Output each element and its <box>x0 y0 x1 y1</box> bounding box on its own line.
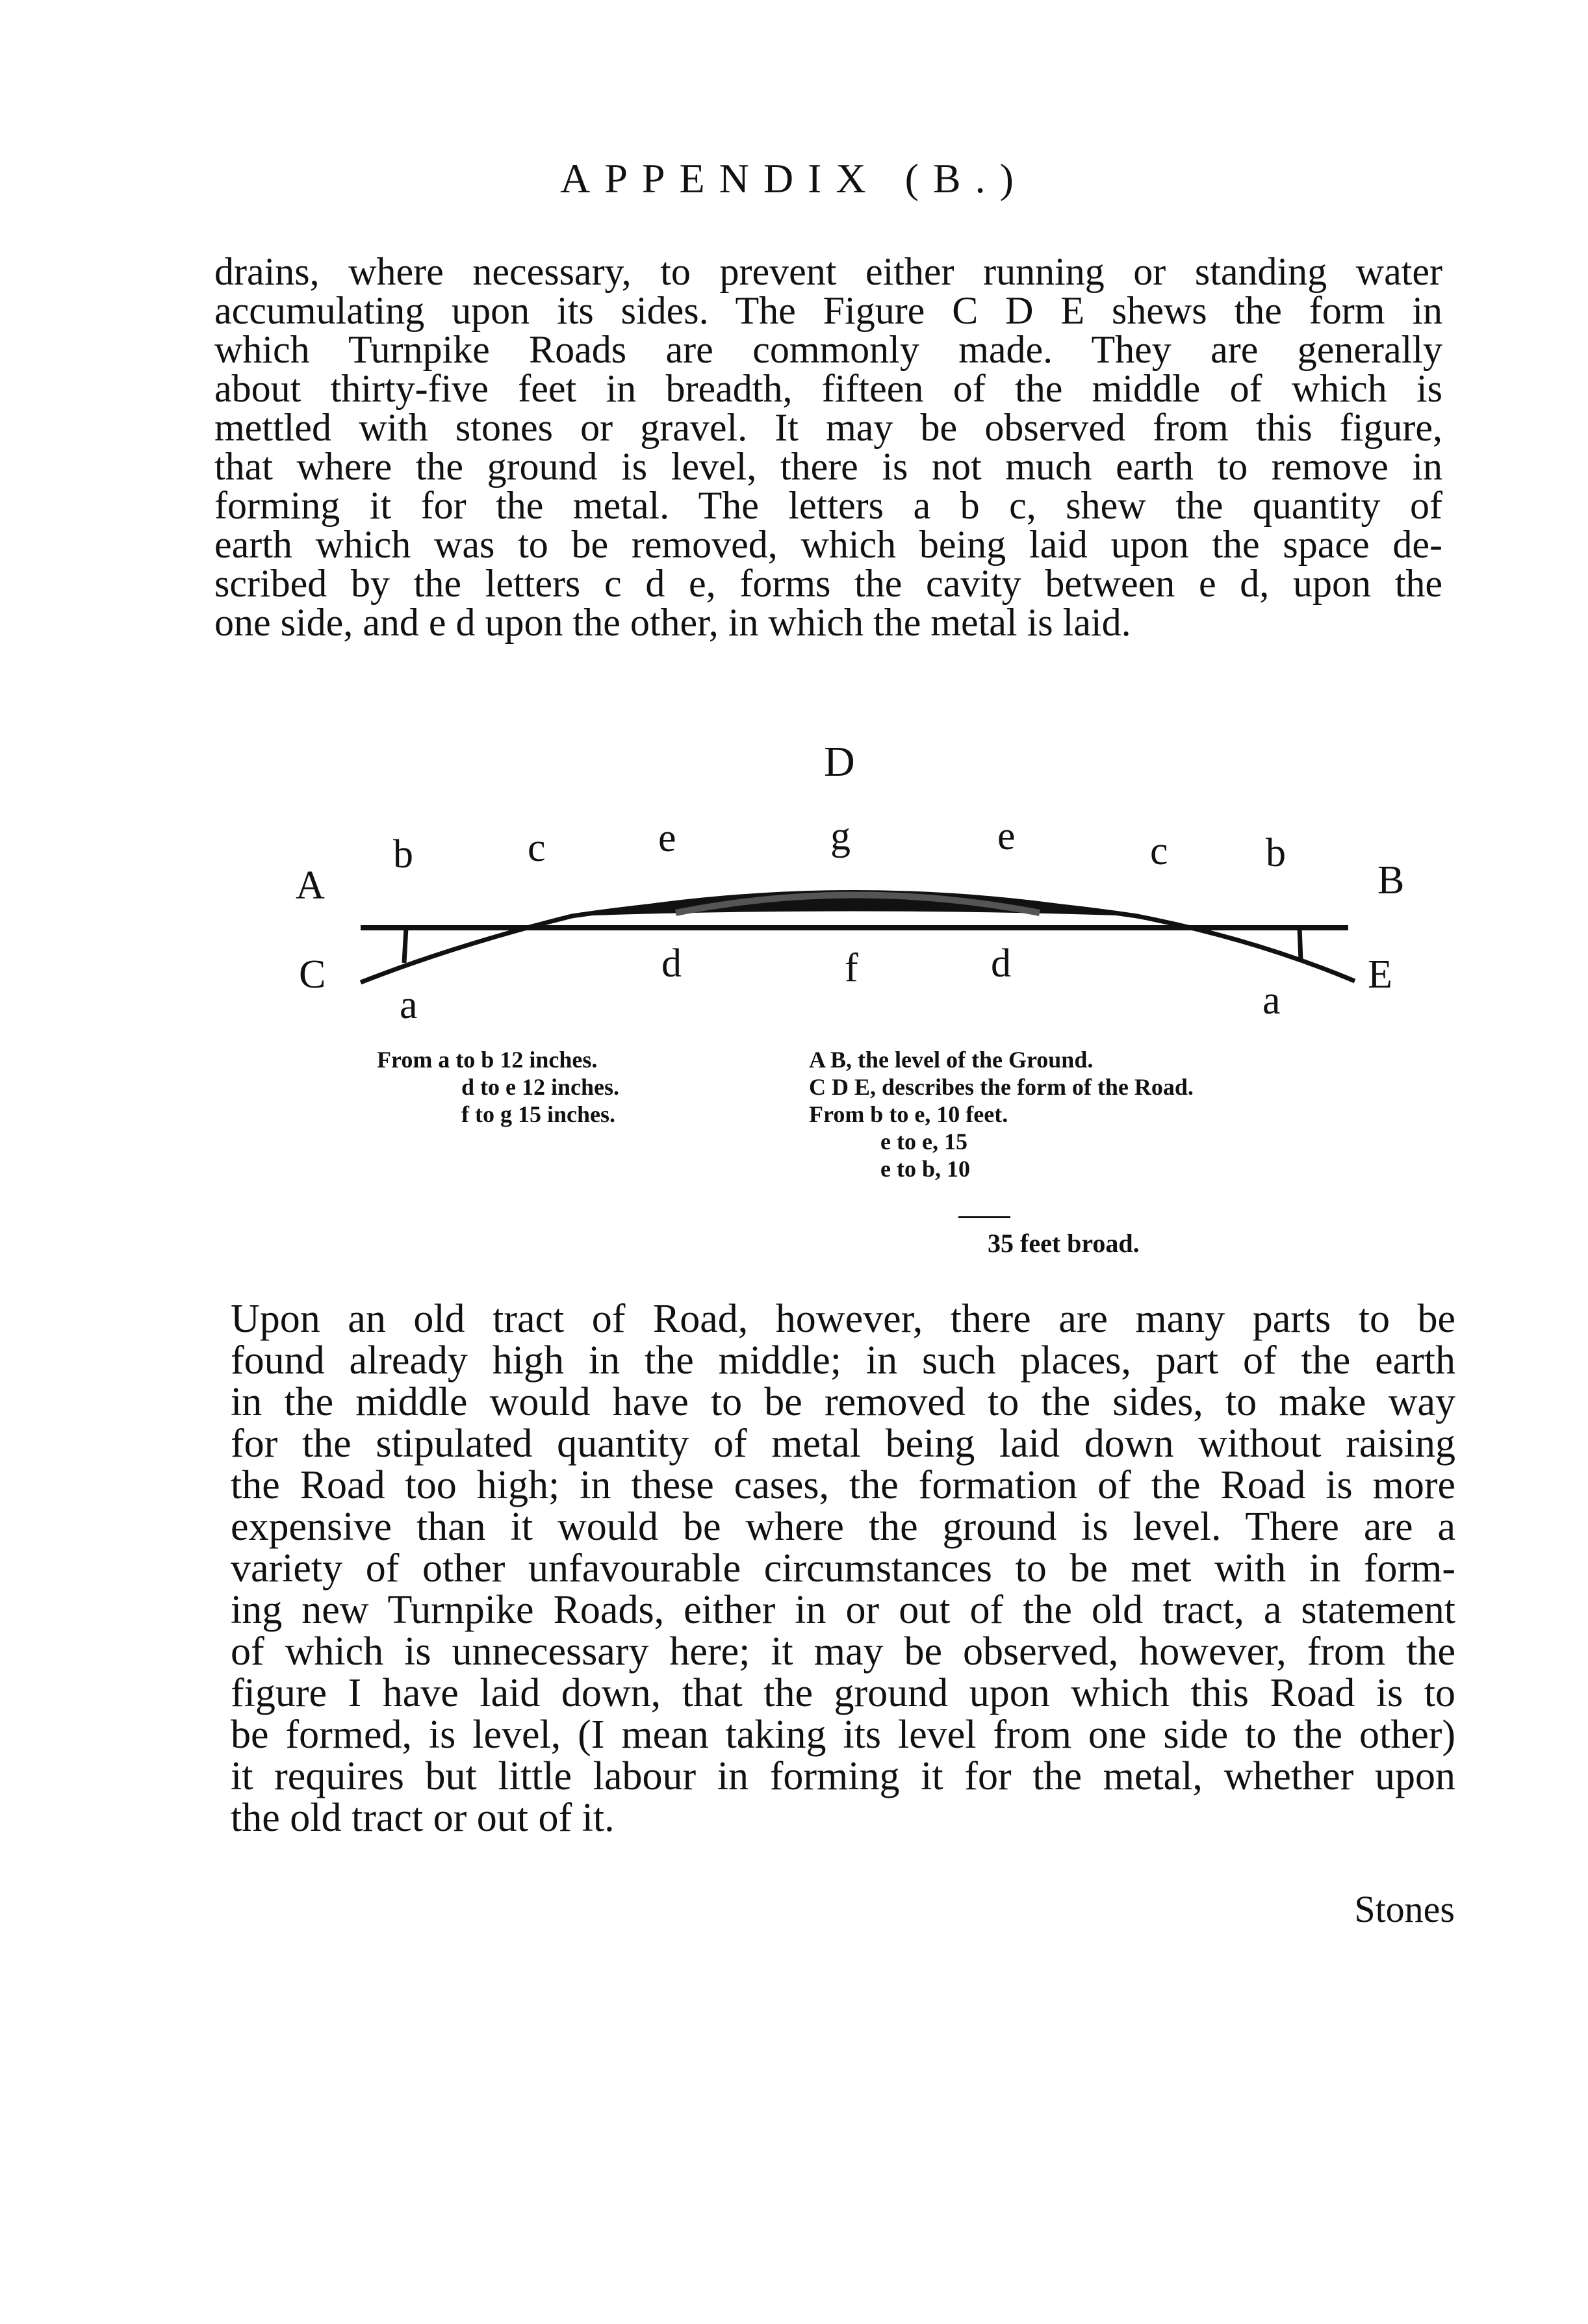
label-b-right: b <box>1266 831 1286 875</box>
text-line: the Road too high; in these cases, the formation of the Road is more <box>231 1463 1455 1507</box>
text-line: variety of other unfavourable circumstances to be met with in form- <box>231 1546 1455 1590</box>
text-line: found already high in the middle; in such places, part of the earth <box>231 1338 1455 1383</box>
text-line: of which is unnecessary here; it may be observed, however, from the <box>231 1629 1455 1674</box>
text-line: for the stipulated quantity of metal being laid down without raising <box>231 1422 1455 1466</box>
label-c-left: c <box>528 826 546 870</box>
note-row: From b to e, 10 feet. <box>809 1101 1008 1127</box>
label-g: g <box>830 814 851 858</box>
text-line: it requires but little labour in forming it for the metal, whether upon <box>231 1754 1455 1798</box>
note-row: e to b, 10 <box>880 1156 970 1182</box>
paragraph-1 <box>214 252 1442 642</box>
figure-notes-right <box>809 1046 1194 1182</box>
label-d-left: d <box>661 941 682 986</box>
running-head: APPENDIX (B.) <box>560 155 1028 201</box>
text-line: that where the ground is level, there is not much earth to remove in <box>214 445 1442 488</box>
text-line: be formed, is level, (I mean taking its level from one side to the other) <box>231 1713 1455 1757</box>
text-line: in the middle would have to be removed to the sides, to make way <box>231 1380 1455 1424</box>
text-line: one side, and e d upon the other, in which the metal is laid. <box>214 601 1131 644</box>
note-row: C D E, describes the form of the Road. <box>809 1074 1194 1100</box>
label-a-right: a <box>1262 978 1281 1023</box>
note-row: From a to b 12 inches. <box>377 1047 598 1073</box>
tick-a-b-right <box>1300 928 1301 960</box>
total-breadth: 35 feet broad. <box>988 1229 1140 1258</box>
sum-rule <box>958 1216 1010 1218</box>
text-line: drains, where necessary, to prevent either running or standing water <box>214 250 1442 293</box>
label-C: C <box>299 952 326 997</box>
label-a-left: a <box>400 983 418 1027</box>
text-line: accumulating upon its sides. The Figure C D E shews the form in <box>214 289 1442 332</box>
text-line: earth which was to be removed, which being laid upon the space de- <box>214 523 1442 566</box>
text-line: mettled with stones or gravel. It may be observed from this figure, <box>214 406 1442 449</box>
note-row: e to e, 15 <box>880 1129 967 1155</box>
paragraph-2 <box>231 1298 1455 1839</box>
label-d-right: d <box>991 941 1011 986</box>
text-line: about thirty-five feet in breadth, fifteen of the middle of which is <box>214 367 1442 410</box>
text-line: scribed by the letters c d e, forms the cavity between e d, upon the <box>214 562 1442 605</box>
label-B: B <box>1377 858 1405 902</box>
catchword: Stones <box>1354 1888 1455 1930</box>
note-row: A B, the level of the Ground. <box>809 1047 1094 1073</box>
road-formation-curve <box>361 895 1355 983</box>
text-line: which Turnpike Roads are commonly made. They are generally <box>214 328 1442 371</box>
label-f: f <box>845 946 858 990</box>
label-c-right: c <box>1150 829 1168 873</box>
note-row: f to g 15 inches. <box>461 1101 615 1127</box>
label-E: E <box>1368 952 1392 997</box>
road-metal-hatching <box>676 895 1040 913</box>
note-row: d to e 12 inches. <box>461 1074 619 1100</box>
label-e-right: e <box>997 814 1016 858</box>
label-A: A <box>296 863 325 908</box>
label-b-left: b <box>393 832 413 876</box>
text-line: figure I have laid down, that the ground upon which this Road is to <box>231 1671 1455 1715</box>
text-line: Upon an old tract of Road, however, there are many parts to be <box>231 1297 1455 1341</box>
road-metal-crown <box>572 890 1137 916</box>
label-e-left: e <box>658 816 676 860</box>
text-line: forming it for the metal. The letters a b c, shew the quantity of <box>214 484 1442 527</box>
label-D: D <box>824 738 855 785</box>
text-line: the old tract or out of it. <box>231 1796 615 1840</box>
text-line: expensive than it would be where the ground is level. There are a <box>231 1505 1455 1549</box>
text-line: ing new Turnpike Roads, either in or out of the old tract, a statement <box>231 1588 1455 1632</box>
figure-notes-left <box>377 1046 619 1128</box>
tick-a-b-left <box>404 928 406 963</box>
